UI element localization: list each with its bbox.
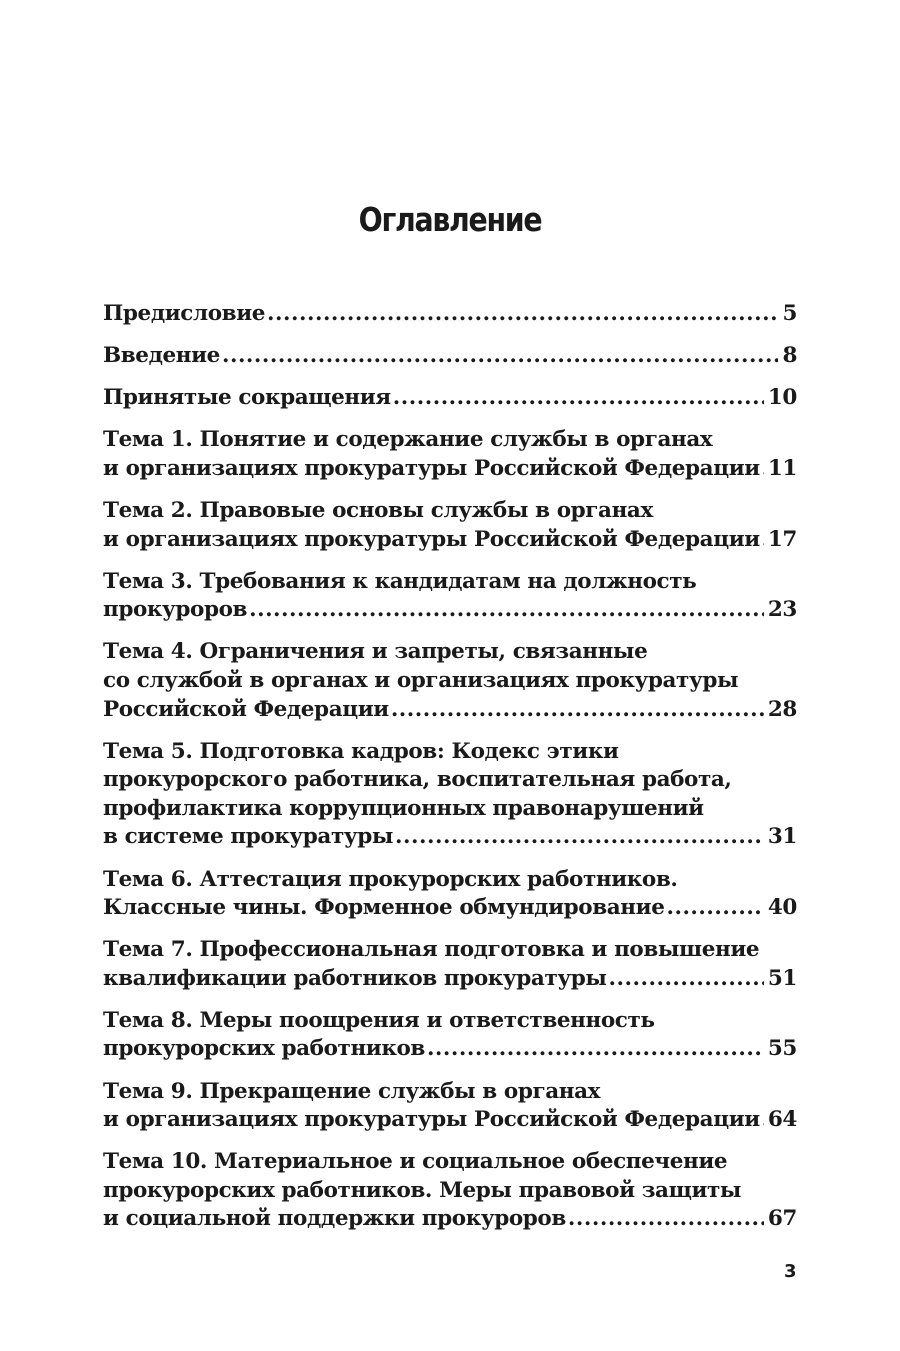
toc-entry-page-number: 51 [767, 965, 797, 991]
toc-entry-row [103, 1205, 797, 1234]
toc-entry-title-line: Тема 4. Ограничения и запреты, связанные [103, 639, 648, 665]
toc-entry-title-line: со службой в органах и организациях прокуратуры [103, 667, 739, 693]
toc-entry[interactable] [103, 936, 797, 993]
dot-leader [762, 455, 764, 484]
toc-entry-title-line: Предисловие [103, 301, 266, 326]
toc-entry-row [103, 455, 797, 484]
toc-entry-row [103, 596, 797, 625]
toc-entry-page-number: 64 [767, 1107, 797, 1133]
dot-leader [267, 300, 778, 329]
toc-entry-title-line: Принятые сокращения [103, 385, 391, 411]
toc-entry-title-line: прокурорского работника, воспитательная работа, [103, 767, 732, 793]
toc-entry[interactable] [103, 866, 797, 923]
page-title: Оглавление [358, 200, 542, 239]
toc-entry[interactable] [103, 300, 797, 329]
table-of-contents [103, 300, 797, 1248]
dot-leader [249, 596, 764, 625]
toc-entry-page-number: 31 [767, 824, 797, 850]
toc-entry-title-line: Тема 6. Аттестация прокурорских работников. [103, 866, 678, 892]
toc-entry-page-number: 8 [782, 343, 797, 369]
toc-entry-title-line: Российской Федерации [103, 696, 389, 722]
toc-entry-row [103, 1106, 797, 1135]
dot-leader [609, 965, 764, 994]
toc-entry-row [103, 342, 797, 371]
toc-entry[interactable] [103, 426, 797, 483]
toc-entry-row [103, 526, 797, 555]
toc-entry-title-line: Тема 5. Подготовка кадров: Кодекс этики [103, 738, 619, 764]
toc-entry-title-line: и организациях прокуратуры Российской Федерации [103, 1107, 760, 1133]
toc-entry-title-line: и организациях прокуратуры Российской Федерации [103, 526, 760, 552]
toc-entry[interactable] [103, 384, 797, 413]
toc-entry-title-line: Классные чины. Форменное обмундирование [103, 895, 665, 921]
dot-leader [393, 384, 764, 413]
toc-entry-title-line: и организациях прокуратуры Российской Федерации [103, 455, 760, 481]
page-number: 3 [784, 1261, 797, 1282]
toc-entry-title-line: Тема 7. Профессиональная подготовка и повышение [103, 937, 760, 963]
toc-entry-page-number: 11 [767, 455, 797, 481]
toc-entry-page-number: 5 [782, 301, 797, 326]
toc-entry-title-line: Тема 3. Требования к кандидатам на должность [103, 568, 697, 594]
toc-entry[interactable] [103, 342, 797, 371]
dot-leader [395, 823, 764, 852]
toc-entry[interactable] [103, 638, 797, 724]
dot-leader [568, 1205, 764, 1234]
toc-entry-page-number: 17 [767, 526, 797, 552]
toc-entry-row [103, 823, 797, 852]
toc-entry-row [103, 696, 797, 725]
toc-entry-title-line: Тема 1. Понятие и содержание службы в органах [103, 427, 713, 453]
toc-entry-title-line: в системе прокуратуры [103, 824, 394, 850]
toc-entry-title-line: Тема 9. Прекращение службы в органах [103, 1078, 601, 1104]
toc-entry-title-line: профилактика коррупционных правонарушений [103, 795, 704, 821]
toc-entry-page-number: 23 [767, 597, 797, 623]
toc-entry-title-line: и социальной поддержки прокуроров [103, 1206, 566, 1232]
toc-entry-title-line: прокурорских работников. Меры правовой защиты [103, 1177, 742, 1203]
dot-leader [762, 1106, 764, 1135]
toc-entry-page-number: 10 [767, 385, 797, 411]
toc-entry[interactable] [103, 1078, 797, 1135]
dot-leader [762, 526, 764, 555]
toc-entry[interactable] [103, 738, 797, 852]
toc-entry[interactable] [103, 1148, 797, 1234]
toc-entry[interactable] [103, 568, 797, 625]
toc-entry-row [103, 300, 797, 329]
dot-leader [666, 894, 763, 923]
toc-entry-title-line: Тема 8. Меры поощрения и ответственность [103, 1007, 655, 1033]
toc-entry-title-line: квалификации работников прокуратуры [103, 965, 607, 991]
dot-leader [427, 1035, 764, 1064]
dot-leader [391, 696, 764, 725]
toc-entry[interactable] [103, 1007, 797, 1064]
toc-entry-row [103, 894, 797, 923]
toc-entry-row [103, 384, 797, 413]
toc-entry-page-number: 55 [767, 1036, 797, 1062]
toc-entry-row [103, 1035, 797, 1064]
toc-entry-title-line: Тема 2. Правовые основы службы в органах [103, 497, 653, 523]
toc-entry-title-line: Тема 10. Материальное и социальное обеспечение [103, 1149, 728, 1175]
toc-entry-page-number: 28 [767, 696, 797, 722]
toc-entry-page-number: 40 [767, 895, 797, 921]
toc-entry-title-line: прокурорских работников [103, 1036, 425, 1062]
toc-entry-title-line: Введение [103, 343, 220, 369]
toc-entry-row [103, 965, 797, 994]
toc-entry-title-line: прокуроров [103, 597, 248, 623]
dot-leader [222, 342, 778, 371]
toc-entry-page-number: 67 [767, 1206, 797, 1232]
toc-entry[interactable] [103, 497, 797, 554]
